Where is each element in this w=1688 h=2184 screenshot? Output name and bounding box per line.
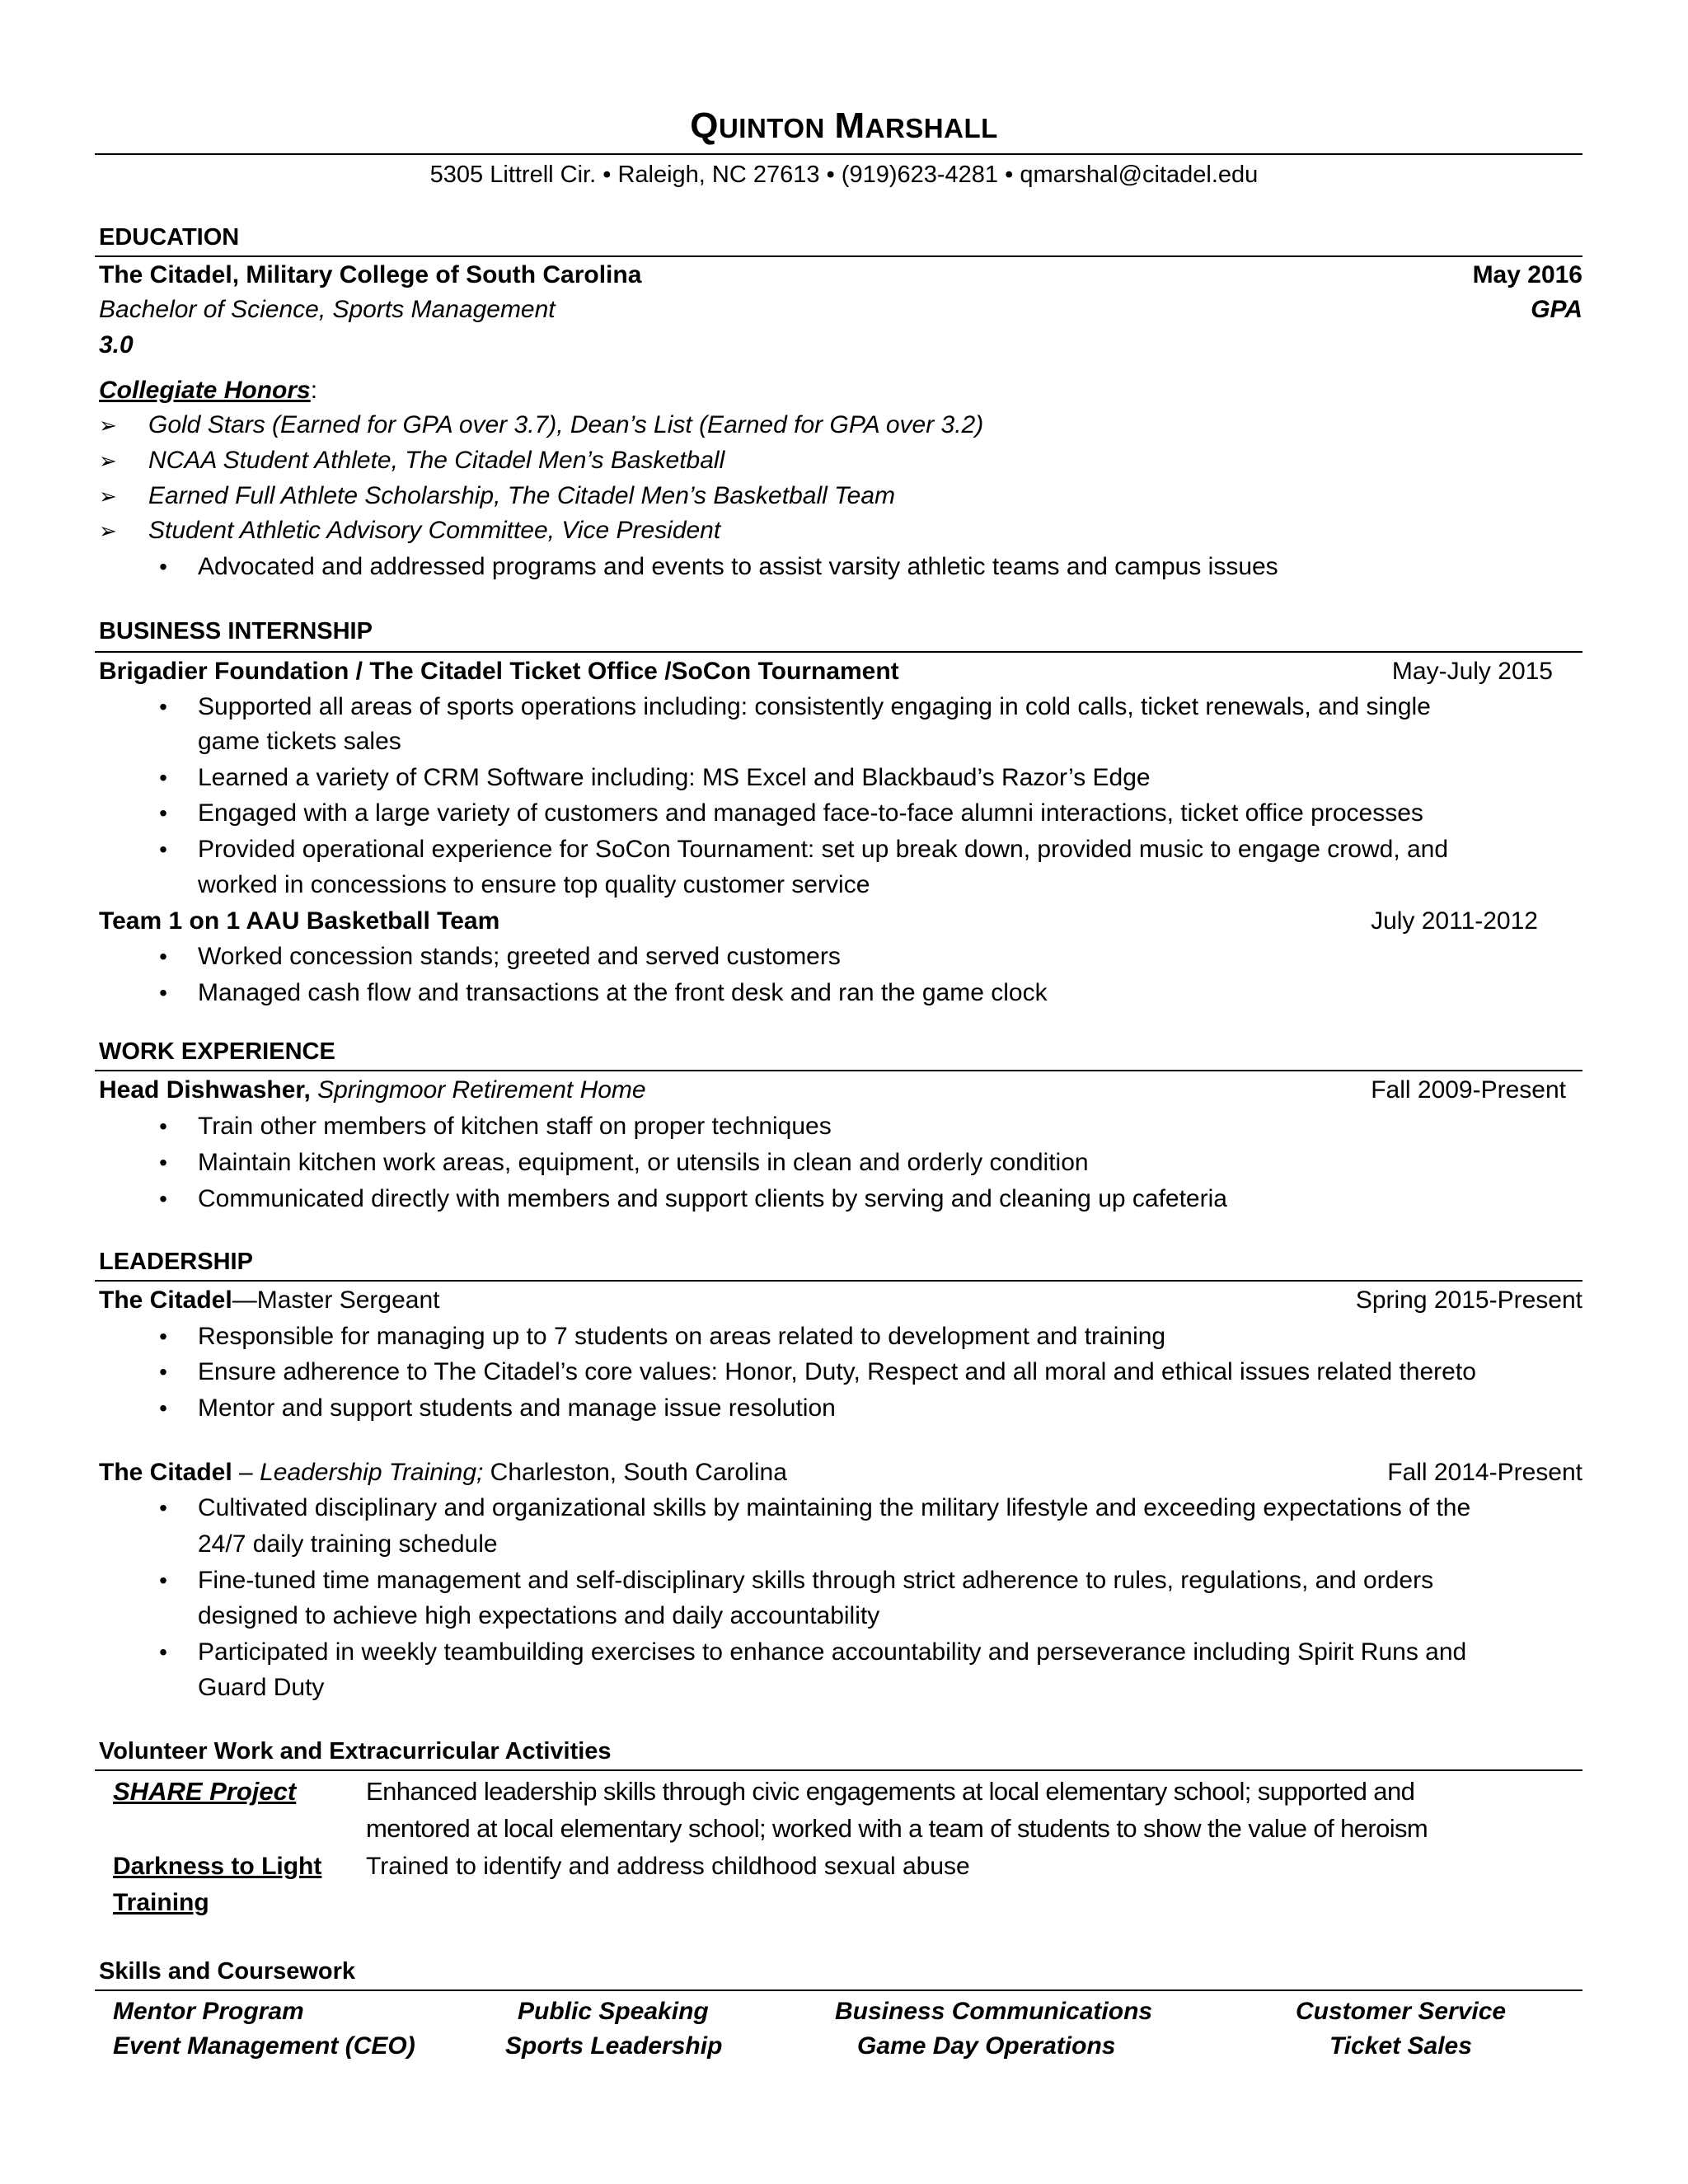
candidate-name: [0, 105, 1688, 147]
honor-item: Student Athletic Advisory Committee, Vice President: [148, 517, 721, 544]
work-bullet: Communicated directly with members and support clients by serving and cleaning up cafeteria: [198, 1185, 1227, 1212]
role-bullet: Ensure adherence to The Citadel’s core values: Honor, Duty, Respect and all moral and ethical issues related thereto: [198, 1358, 1476, 1385]
contact-separator: •: [826, 162, 835, 188]
honors-label: [99, 374, 317, 407]
volunteer-rule: [95, 1769, 1582, 1771]
bullet-icon: •: [159, 1568, 167, 1593]
work-rule: [95, 1070, 1582, 1071]
bullet-icon: •: [159, 1324, 167, 1349]
bullet-icon: •: [159, 837, 167, 862]
skill-item: Public Speaking: [518, 1998, 709, 2025]
work-position: Head Dishwasher,: [99, 1076, 311, 1104]
job-title: Brigadier Foundation / The Citadel Ticket Office /SoCon Tournament: [99, 658, 899, 685]
volunteer-label-continued: Training: [113, 1889, 209, 1916]
name-last-rest: ARSHALL: [865, 113, 998, 143]
work-date: Fall 2009-Present: [1371, 1076, 1566, 1104]
role-bullet-continued: Guard Duty: [198, 1674, 325, 1701]
role-org: The Citadel: [99, 1286, 232, 1314]
contact-separator: •: [1005, 162, 1014, 188]
role-position: —Master Sergeant: [232, 1286, 440, 1314]
bullet-icon: •: [159, 765, 167, 790]
work-bullet: Maintain kitchen work areas, equipment, or utensils in clean and orderly condition: [198, 1149, 1089, 1176]
school-name: The Citadel, Military College of South Carolina: [99, 261, 642, 288]
name-last-initial: M: [834, 105, 865, 146]
contact-line: [0, 158, 1688, 191]
name-first-initial: Q: [690, 105, 719, 146]
work-employer: Springmoor Retirement Home: [310, 1076, 646, 1104]
role-bullet-continued: 24/7 daily training schedule: [198, 1530, 498, 1558]
bullet-icon: •: [159, 1359, 167, 1385]
role-bullet: Cultivated disciplinary and organizational skills by maintaining the military lifestyle and exceeding expectations of the: [198, 1494, 1471, 1521]
arrow-icon: ➢: [99, 518, 117, 543]
role-bullet: Mentor and support students and manage issue resolution: [198, 1394, 836, 1422]
gpa-label: GPA: [1531, 296, 1582, 323]
job-bullet-continued: worked in concessions to ensure top quality customer service: [198, 871, 870, 898]
role-position: Leadership Training;: [260, 1459, 484, 1486]
role-date: Spring 2015-Present: [1355, 1286, 1582, 1314]
job-bullet: Worked concession stands; greeted and served customers: [198, 943, 841, 970]
role-org: The Citadel: [99, 1459, 232, 1486]
education-rule: [95, 255, 1582, 257]
arrow-icon: ➢: [99, 448, 117, 473]
skill-item: Customer Service: [1296, 1998, 1507, 2025]
bullet-icon: •: [159, 1113, 167, 1139]
address: 5305 Littrell Cir.: [429, 162, 597, 188]
job-date: July 2011-2012: [1371, 907, 1538, 935]
job-bullet-continued: game tickets sales: [198, 728, 401, 755]
job-bullet: Learned a variety of CRM Software including: MS Excel and Blackbaud’s Razor’s Edge: [198, 764, 1151, 791]
bullet-icon: •: [159, 800, 167, 826]
bullet-icon: •: [159, 944, 167, 969]
skill-item: Ticket Sales: [1329, 2032, 1472, 2060]
work-heading: WORK EXPERIENCE: [99, 1038, 335, 1065]
work-title: [99, 1074, 646, 1107]
volunteer-text: Enhanced leadership skills through civic engagements at local elementary school; supported and: [366, 1777, 1415, 1806]
degree: Bachelor of Science, Sports Management: [99, 296, 556, 323]
job-bullet: Provided operational experience for SoCon Tournament: set up break down, provided music to engage crowd, and: [198, 836, 1449, 863]
volunteer-heading: Volunteer Work and Extracurricular Activities: [99, 1738, 612, 1765]
honor-subitem: Advocated and addressed programs and events to assist varsity athletic teams and campus issues: [198, 553, 1278, 580]
honor-item: NCAA Student Athlete, The Citadel Men’s Basketball: [148, 447, 725, 474]
arrow-icon: ➢: [99, 413, 117, 438]
leadership-heading: LEADERSHIP: [99, 1249, 253, 1275]
work-bullet: Train other members of kitchen staff on proper techniques: [198, 1113, 832, 1140]
job-bullet: Supported all areas of sports operations including: consistently engaging in cold calls, ticket renewals, and single: [198, 693, 1431, 720]
honors-colon: :: [310, 377, 318, 404]
graduation-date: May 2016: [1472, 261, 1582, 288]
role-title: [99, 1284, 439, 1317]
contact-separator: •: [603, 162, 612, 188]
role-date: Fall 2014-Present: [1387, 1459, 1582, 1486]
skills-heading: Skills and Coursework: [99, 1958, 356, 1985]
skill-item: Sports Leadership: [505, 2032, 723, 2060]
bullet-icon: •: [159, 1639, 167, 1665]
job-date: May-July 2015: [1391, 658, 1553, 685]
job-bullet: Engaged with a large variety of customers and managed face-to-face alumni interactions, ticket office processes: [198, 799, 1423, 827]
volunteer-text-continued: mentored at local elementary school; worked with a team of students to show the value of heroism: [366, 1814, 1428, 1843]
city: Raleigh, NC 27613: [617, 162, 820, 188]
leadership-rule: [95, 1280, 1582, 1282]
job-bullet: Managed cash flow and transactions at the front desk and ran the game clock: [198, 979, 1048, 1006]
email[interactable]: qmarshal@citadel.edu: [1020, 162, 1259, 188]
role-bullet: Responsible for managing up to 7 students on areas related to development and training: [198, 1323, 1166, 1350]
role-location: Charleston, South Carolina: [483, 1459, 787, 1486]
internship-rule: [95, 651, 1582, 653]
gpa-value: 3.0: [99, 331, 134, 359]
bullet-icon: •: [159, 980, 167, 1005]
bullet-icon: •: [159, 1150, 167, 1175]
bullet-icon: •: [159, 1186, 167, 1212]
skill-item: Event Management (CEO): [113, 2032, 415, 2060]
job-title: Team 1 on 1 AAU Basketball Team: [99, 907, 500, 935]
skill-item: Mentor Program: [113, 1998, 304, 2025]
bullet-icon: •: [159, 1395, 167, 1421]
skill-item: Business Communications: [835, 1998, 1153, 2025]
volunteer-label: SHARE Project: [113, 1777, 297, 1806]
role-bullet: Fine-tuned time management and self-disciplinary skills through strict adherence to rules, regulations, and orders: [198, 1567, 1434, 1594]
role-title: [99, 1456, 787, 1489]
skills-rule: [95, 1990, 1582, 1991]
volunteer-text: Trained to identify and address childhood sexual abuse: [366, 1853, 970, 1880]
name-first-rest: UINTON: [718, 113, 825, 143]
phone: (919)623-4281: [841, 162, 999, 188]
volunteer-label: Darkness to Light: [113, 1853, 322, 1880]
role-bullet: Participated in weekly teambuilding exercises to enhance accountability and perseverance including Spirit Runs and: [198, 1638, 1467, 1666]
skill-item: Game Day Operations: [857, 2032, 1116, 2060]
arrow-icon: ➢: [99, 484, 117, 509]
role-bullet-continued: designed to achieve high expectations and daily accountability: [198, 1602, 880, 1629]
role-dash: –: [232, 1459, 260, 1486]
honor-item: Earned Full Athlete Scholarship, The Citadel Men’s Basketball Team: [148, 482, 896, 509]
bullet-icon: •: [159, 1495, 167, 1521]
education-heading: EDUCATION: [99, 224, 240, 251]
honors-label-text: Collegiate Honors: [99, 377, 311, 404]
header-rule: [95, 153, 1582, 155]
honor-item: Gold Stars (Earned for GPA over 3.7), Dean’s List (Earned for GPA over 3.2): [148, 411, 984, 438]
bullet-icon: •: [159, 554, 167, 579]
bullet-icon: •: [159, 694, 167, 719]
internship-heading: BUSINESS INTERNSHIP: [99, 618, 373, 644]
